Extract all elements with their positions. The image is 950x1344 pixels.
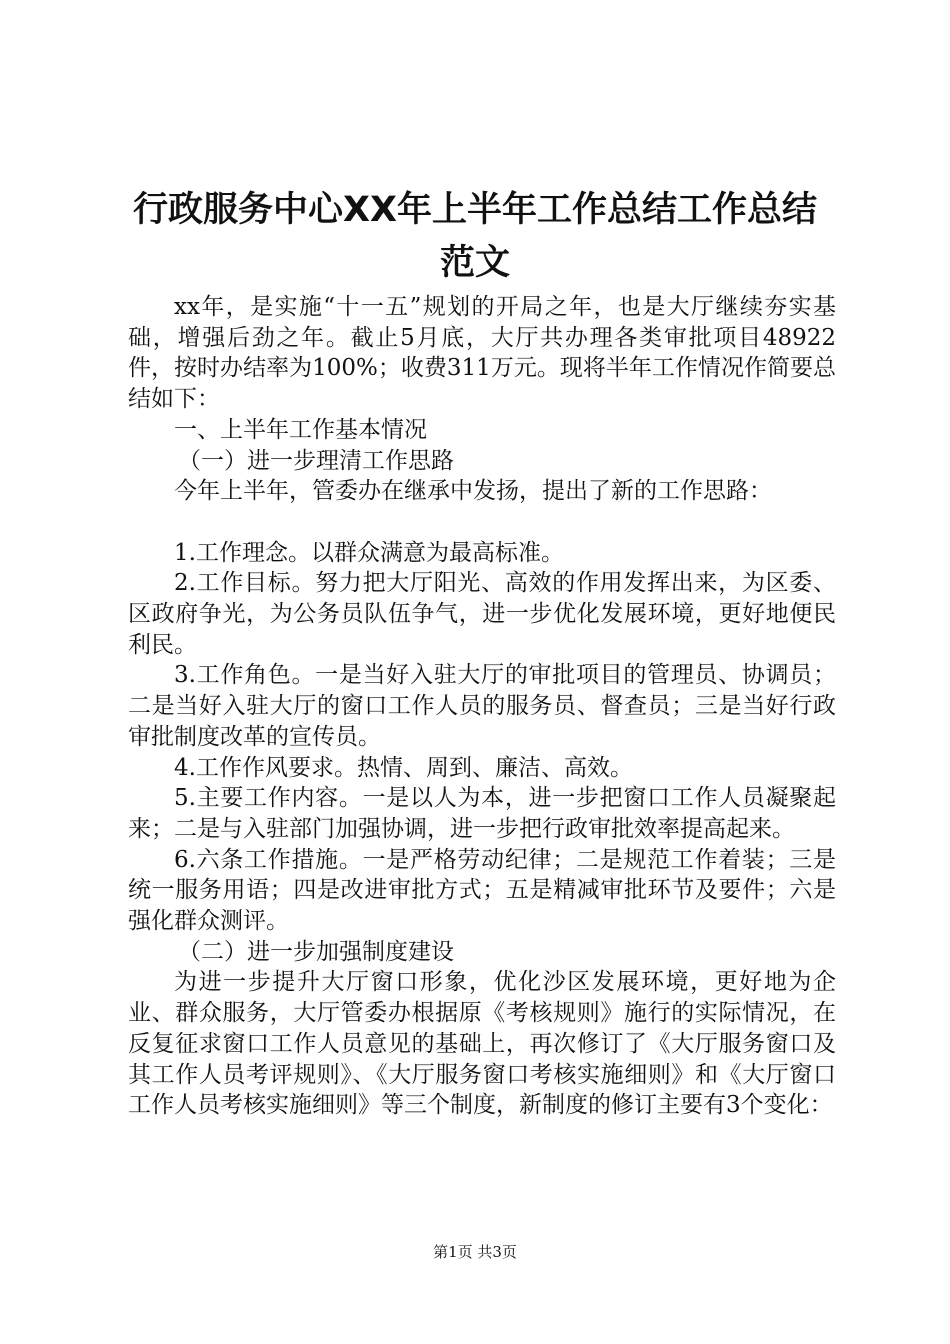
heading-section-1: 一、上半年工作基本情况 [174, 416, 427, 443]
heading-subsection-1: （一）进一步理清工作思路 [178, 447, 454, 474]
paragraph-intro: xx年，是实施“十一五”规划的开局之年，也是大厅继续夯实基础，增强后劲之年。截止5月底，大厅共办理各类审批项目48922件，按时办结率为100%；收费311万元。现将半年工作情况作简要总结如下： [128, 294, 836, 413]
document-title-line-1: 行政服务中心XX年上半年工作总结工作总结 [133, 190, 817, 230]
list-item-3: 3.工作角色。一是当好入驻大厅的审批项目的管理员、协调员；二是当好入驻大厅的窗口工作人员的服务员、督查员；三是当好行政审批制度改革的宣传员。 [128, 662, 836, 750]
list-item-4: 4.工作作风要求。热情、周到、廉洁、高效。 [174, 754, 633, 781]
list-item-5: 5.主要工作内容。一是以人为本，进一步把窗口工作人员凝聚起来；二是与入驻部门加强协调，进一步把行政审批效率提高起来。 [128, 785, 836, 842]
heading-subsection-2: （二）进一步加强制度建设 [178, 938, 454, 965]
list-item-1: 1.工作理念。以群众满意为最高标准。 [174, 539, 564, 566]
page-number-footer: 第1页 共3页 [433, 1243, 517, 1261]
list-item-2: 2.工作目标。努力把大厅阳光、高效的作用发挥出来，为区委、区政府争光，为公务员队伍争气，进一步优化发展环境，更好地便民利民。 [128, 570, 836, 658]
paragraph-system-building: 为进一步提升大厅窗口形象，优化沙区发展环境，更好地为企业、群众服务，大厅管委办根据原《考核规则》施行的实际情况，在反复征求窗口工作人员意见的基础上，再次修订了《大厅服务窗口及其工作人员考评规则》、《大厅服务窗口考核实施细则》和《大厅窗口工作人员考核实施细则》等三个制度，新制度的修订主要有3个变化： [128, 969, 836, 1119]
blank-line [128, 507, 836, 538]
document-body [128, 292, 836, 1121]
document-title-line-2: 范文 [439, 243, 510, 283]
list-item-6: 6.六条工作措施。一是严格劳动纪律；二是规范工作着装；三是统一服务用语；四是改进审批方式；五是精减审批环节及要件；六是强化群众测评。 [128, 846, 836, 935]
paragraph-work-ideas: 今年上半年，管委办在继承中发扬，提出了新的工作思路： [174, 478, 772, 505]
